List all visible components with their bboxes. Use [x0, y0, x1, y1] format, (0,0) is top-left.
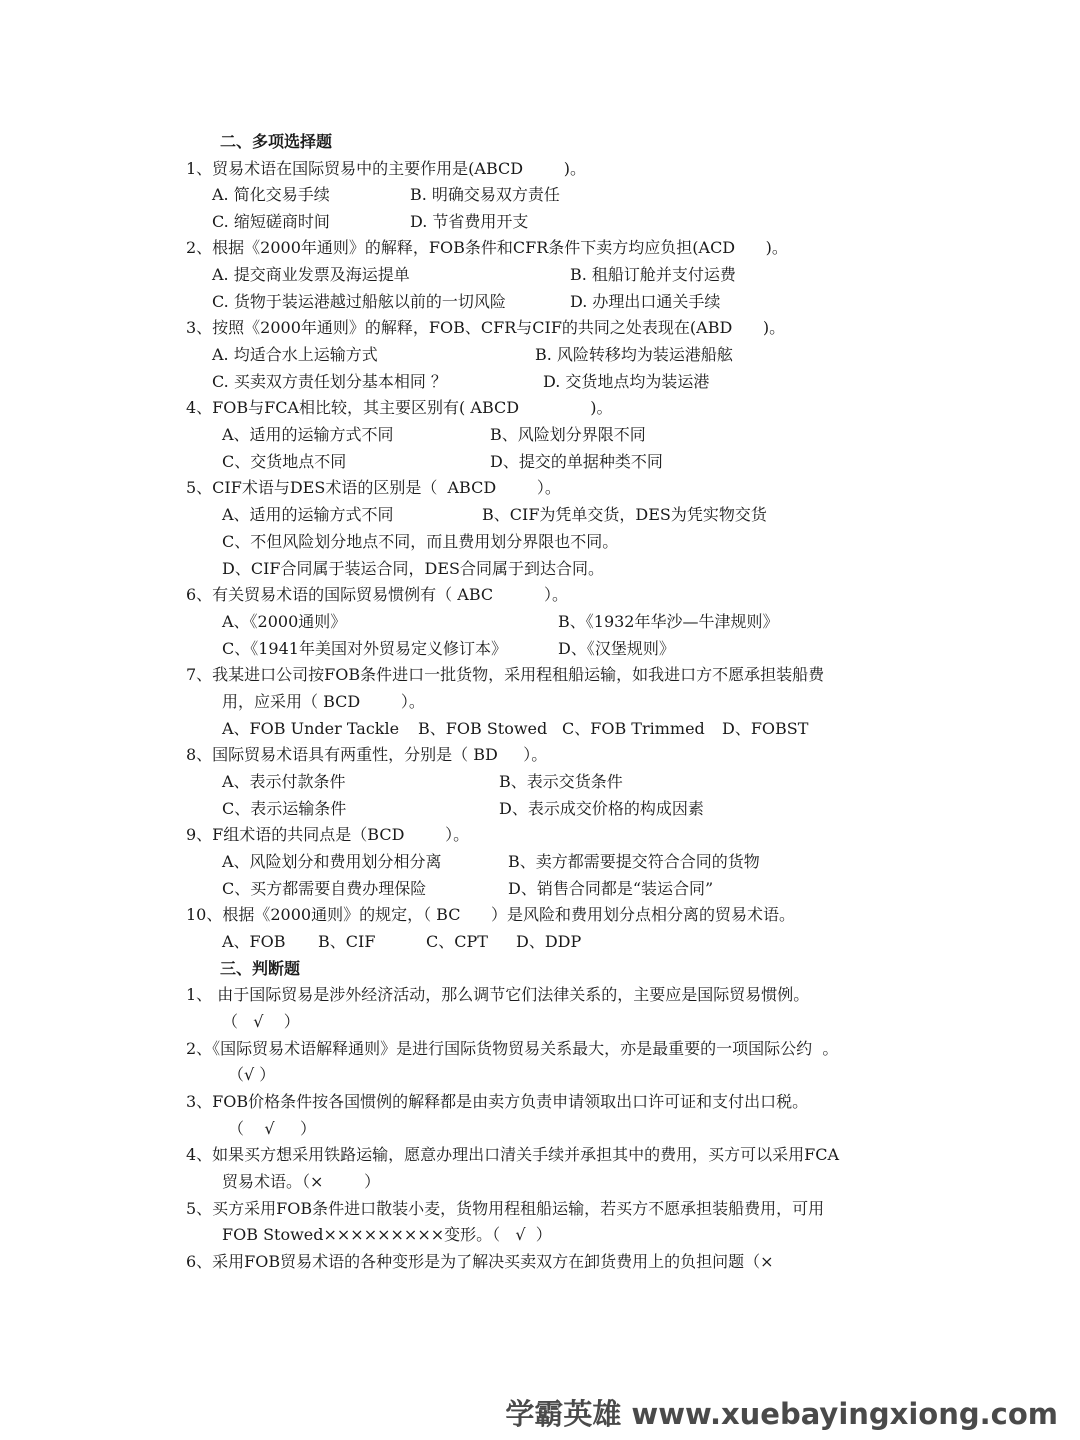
- judgement-answer-5: FOB Stowed×××××××××变形。（ √ ）: [222, 1225, 552, 1244]
- section-title-multiple-choice: 二、多项选择题: [220, 132, 333, 151]
- judgement-answer-1: （ √ ）: [222, 1012, 300, 1031]
- option-c: C、交货地点不同: [222, 452, 347, 471]
- option-d: D、FOBST: [722, 719, 809, 738]
- question-stem-10: 10、根据《2000通则》的规定，（ BC ）是风险和费用划分点相分离的贸易术语。: [186, 905, 795, 924]
- question-stem-1: 1、贸易术语在国际贸易中的主要作用是(ABCD )。: [186, 159, 587, 178]
- option-a: A. 提交商业发票及海运提单: [212, 265, 410, 284]
- option-c: C. 缩短磋商时间: [212, 212, 330, 231]
- question-stem-7-cont: 用，应采用（ BCD ）。: [222, 692, 425, 711]
- option-c: C、《1941年美国对外贸易定义修订本》: [222, 639, 507, 658]
- option-a: A、适用的运输方式不同: [222, 505, 394, 524]
- judgement-item-2: 2、《国际贸易术语解释通则》是进行国际货物贸易关系最大，亦是最重要的一项国际公约 。: [186, 1039, 839, 1058]
- judgement-item-4: 4、如果买方想采用铁路运输，愿意办理出口清关手续并承担其中的费用，买方可以采用FCA: [186, 1145, 840, 1164]
- section-title-true-false: 三、判断题: [220, 959, 301, 978]
- option-d: D、提交的单据种类不同: [490, 452, 663, 471]
- watermark: 学霸英雄 www.xuebayingxiong.com: [505, 1397, 1058, 1431]
- option-a: A、适用的运输方式不同: [222, 425, 394, 444]
- option-b: B. 风险转移均为装运港船舷: [535, 345, 733, 364]
- option-c: C. 货物于装运港越过船舷以前的一切风险: [212, 292, 506, 311]
- judgement-item-3: 3、FOB价格条件按各国惯例的解释都是由卖方负责申请领取出口许可证和支付出口税。: [186, 1092, 809, 1111]
- option-d: D. 节省费用开支: [410, 212, 529, 231]
- option-a: A、表示付款条件: [222, 772, 346, 791]
- option-b: B、FOB Stowed: [418, 719, 548, 738]
- judgement-answer-3: （ √ ）: [228, 1119, 316, 1138]
- question-stem-7: 7、我某进口公司按FOB条件进口一批货物，采用程租船运输，如我进口方不愿承担装船费: [186, 665, 825, 684]
- question-stem-8: 8、国际贸易术语具有两重性，分别是（ BD ）。: [186, 745, 548, 764]
- option-b: B、《1932年华沙—牛津规则》: [558, 612, 779, 631]
- option-c: C、表示运输条件: [222, 799, 347, 818]
- option-c: C. 买卖双方责任划分基本相同 ？: [212, 372, 447, 391]
- option-d: D、DDP: [516, 932, 582, 951]
- option-d: D. 交货地点均为装运港: [543, 372, 710, 391]
- option-a: A、风险划分和费用划分相分离: [222, 852, 442, 871]
- option-c: C、买方都需要自费办理保险: [222, 879, 427, 898]
- option-a: A、FOB: [222, 932, 286, 951]
- option-b: B. 租船订舱并支付运费: [570, 265, 736, 284]
- question-stem-6: 6、有关贸易术语的国际贸易惯例有（ ABC ）。: [186, 585, 568, 604]
- judgement-answer-2: （√ ）: [228, 1065, 276, 1084]
- question-stem-2: 2、根据《2000年通则》的解释，FOB条件和CFR条件下卖方均应负担(ACD )。: [186, 238, 788, 257]
- question-stem-3: 3、按照《2000年通则》的解释，FOB、CFR与CIF的共同之处表现在(ABD )。: [186, 318, 786, 337]
- option-d: D、CIF合同属于装运合同，DES合同属于到达合同。: [222, 559, 604, 578]
- question-stem-5: 5、CIF术语与DES术语的区别是（ ABCD ）。: [186, 478, 561, 497]
- option-c: C、FOB Trimmed: [562, 719, 705, 738]
- option-a: A. 简化交易手续: [212, 185, 330, 204]
- option-d: D、表示成交价格的构成因素: [499, 799, 704, 818]
- question-stem-9: 9、F组术语的共同点是（BCD ）。: [186, 825, 470, 844]
- option-b: B. 明确交易双方责任: [410, 185, 560, 204]
- option-b: B、表示交货条件: [499, 772, 623, 791]
- option-c: C、不但风险划分地点不同，而且费用划分界限也不同。: [222, 532, 619, 551]
- option-a: A、《2000通则》: [222, 612, 347, 631]
- option-b: B、CIF: [318, 932, 376, 951]
- judgement-item-6: 6、采用FOB贸易术语的各种变形是为了解决买卖双方在卸货费用上的负担问题（×: [186, 1252, 774, 1271]
- question-stem-4: 4、FOB与FCA相比较，其主要区别有( ABCD )。: [186, 398, 613, 417]
- judgement-item-1: 1、 由于国际贸易是涉外经济活动，那么调节它们法律关系的，主要应是国际贸易惯例。: [186, 985, 810, 1004]
- option-a: A、FOB Under Tackle: [222, 719, 400, 738]
- option-c: C、CPT: [426, 932, 488, 951]
- option-b: B、卖方都需要提交符合合同的货物: [508, 852, 760, 871]
- option-d: D. 办理出口通关手续: [570, 292, 721, 311]
- option-b: B、CIF为凭单交货，DES为凭实物交货: [482, 505, 767, 524]
- option-b: B、风险划分界限不同: [490, 425, 646, 444]
- option-a: A. 均适合水上运输方式: [212, 345, 378, 364]
- option-d: D、销售合同都是“装运合同”: [508, 879, 714, 898]
- judgement-item-5: 5、买方采用FOB条件进口散装小麦，货物用程租船运输，若买方不愿承担装船费用，可用: [186, 1199, 825, 1218]
- judgement-answer-4: 贸易术语。（× ）: [222, 1172, 381, 1191]
- option-d: D、《汉堡规则》: [558, 639, 675, 658]
